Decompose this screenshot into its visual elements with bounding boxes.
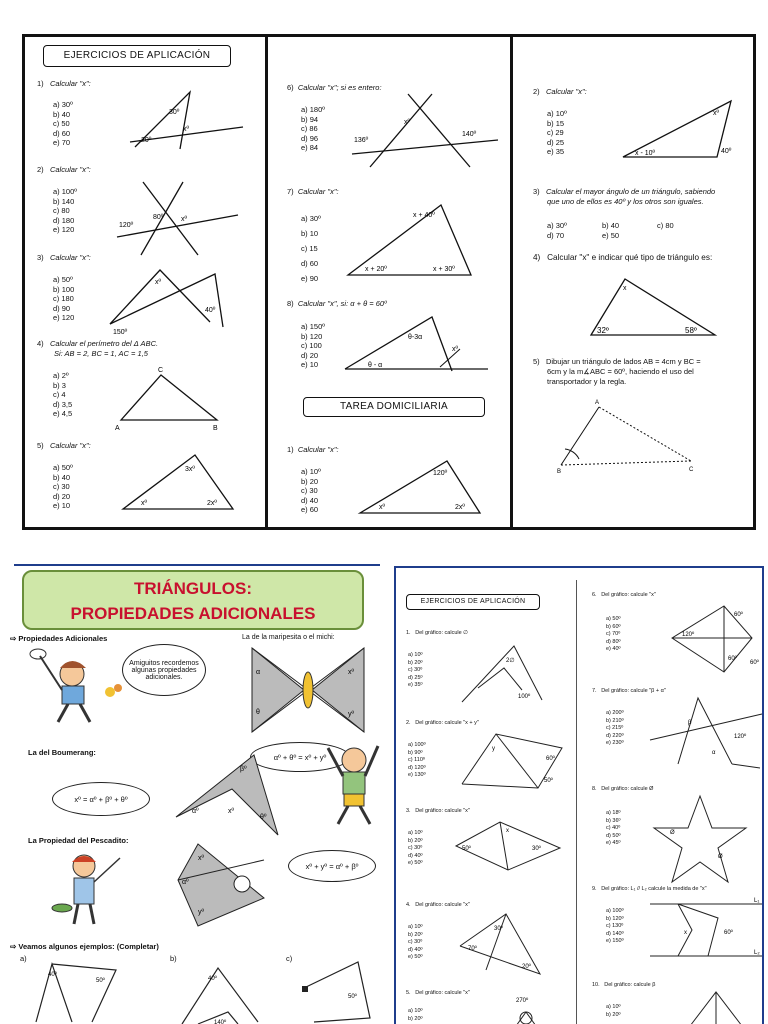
svg-text:θ: θ — [256, 709, 260, 716]
svg-text:3xº: 3xº — [185, 466, 195, 473]
br-question-9: 9. Del gráfico: L₁ // L₂ calcule la medida de "x" — [592, 886, 707, 892]
svg-text:30º: 30º — [494, 926, 503, 932]
butterfly-formula: αº + θº = xº + yº — [250, 742, 350, 772]
svg-text:20º: 20º — [522, 964, 531, 970]
example-a-label: a) — [20, 954, 27, 963]
figure-homework-1 — [355, 455, 495, 520]
svg-text:α: α — [256, 669, 261, 676]
svg-text:50º: 50º — [348, 994, 357, 1000]
svg-text:xº: xº — [404, 119, 411, 126]
question-7: 7) Calcular "x": — [287, 187, 339, 196]
svg-text:xº: xº — [181, 216, 188, 223]
br-figure-5 — [496, 994, 556, 1024]
column-divider — [510, 37, 513, 527]
svg-text:θ-3α: θ-3α — [408, 334, 423, 341]
homework-question-2: 2) Calcular "x": — [533, 87, 587, 96]
svg-text:2xº: 2xº — [207, 500, 217, 507]
svg-text:y: y — [492, 746, 495, 752]
svg-text:150º: 150º — [113, 329, 128, 336]
example-a-figure — [32, 960, 122, 1024]
br-options-7: a) 200º b) 210º c) 215º d) 220º e) 230º — [606, 710, 624, 747]
br-question-1: 1. Del gráfico: calcule ∅ — [406, 630, 468, 636]
svg-text:θº: θº — [260, 814, 267, 821]
br-options-3: a) 10º b) 20º c) 30º d) 40º e) 50º — [408, 830, 423, 867]
poster-top-line — [14, 564, 380, 566]
butterfly-figure — [248, 644, 368, 734]
svg-text:120º: 120º — [433, 470, 448, 477]
boomerang-property-title: La del Boumerang: — [28, 748, 96, 757]
homework-question-4: 4) Calcular "x" e indicar qué tipo de triángulo es: — [533, 253, 713, 262]
svg-text:A: A — [595, 400, 600, 406]
svg-text:αº: αº — [192, 808, 199, 815]
svg-text:50º: 50º — [544, 778, 553, 784]
svg-text:60º: 60º — [734, 612, 743, 618]
speech-cloud: Amiguitos recordemos algunas propiedades adicionales. — [122, 644, 206, 696]
svg-text:60º: 60º — [728, 656, 737, 662]
svg-text:270º: 270º — [516, 998, 529, 1004]
svg-text:xº: xº — [141, 500, 148, 507]
figure-homework-4 — [585, 273, 735, 343]
svg-text:70º: 70º — [468, 946, 477, 952]
svg-text:xº: xº — [228, 808, 235, 815]
options-5: a) 50º b) 40 c) 30 d) 20 e) 10 — [53, 463, 73, 511]
column-divider — [265, 37, 268, 527]
examples-title: ⇨ Veamos algunos ejemplos: (Completar) — [10, 942, 159, 951]
br-figure-3 — [452, 818, 564, 874]
homework-options-3: a) 30º b) 40 c) 80 d) 70 e) 50 — [547, 221, 674, 240]
question-6: 6) Calcular "x"; si es entero: — [287, 83, 382, 92]
svg-text:120º: 120º — [682, 632, 695, 638]
svg-text:L₁: L₁ — [754, 898, 760, 904]
br-options-6: a) 50º b) 60º c) 70º d) 80º e) 40º — [606, 616, 621, 653]
figure-q5 — [115, 447, 245, 517]
br-figure-6 — [668, 602, 764, 676]
svg-text:Ø: Ø — [718, 854, 723, 860]
svg-text:50º: 50º — [462, 846, 471, 852]
svg-text:xº: xº — [379, 504, 386, 511]
fish-property-title: La Propiedad del Pescadito: — [28, 836, 129, 845]
svg-text:yº: yº — [198, 909, 205, 916]
figure-homework-5 — [551, 399, 701, 474]
boomerang-formula: xº = αº + βº + θº — [52, 782, 150, 816]
svg-text:30º: 30º — [169, 109, 180, 116]
homework-question-1: 1) Calcular "x": — [287, 445, 339, 454]
svg-text:x: x — [623, 285, 627, 292]
svg-text:20º: 20º — [141, 137, 152, 144]
svg-text:B: B — [213, 425, 218, 432]
butterfly-property-title: La de la maripesita o el michi: — [242, 634, 335, 641]
svg-text:A: A — [115, 425, 120, 432]
svg-text:120º: 120º — [119, 222, 134, 229]
question-8: 8) Calcular "x", si: α + θ = 60º — [287, 299, 387, 308]
question-1: 1) Calcular "x": — [37, 79, 91, 88]
br-question-4: 4. Del gráfico: calcule "x" — [406, 902, 470, 908]
question-5: 5) Calcular "x": — [37, 441, 91, 450]
svg-text:140º: 140º — [214, 1020, 227, 1024]
svg-text:β: β — [688, 720, 692, 726]
figure-q1 — [125, 87, 245, 157]
homework-question-5: 5) Dibujar un triángulo de lados AB = 4cm y BC = 6cm y la m∡ABC = 60º, haciendo el uso del transportador y la regla. — [533, 357, 701, 386]
svg-text:140º: 140º — [462, 131, 477, 138]
svg-text:x: x — [684, 930, 687, 936]
properties-poster — [10, 562, 384, 1024]
svg-text:xº: xº — [183, 126, 190, 133]
options-3: a) 50º b) 100 c) 180 d) 90 e) 120 — [53, 275, 75, 323]
svg-text:x - 10º: x - 10º — [635, 150, 656, 157]
br-figure-7 — [648, 694, 764, 770]
svg-text:L₂: L₂ — [754, 950, 760, 956]
br-figure-10 — [686, 990, 746, 1024]
svg-text:60º: 60º — [724, 930, 733, 936]
br-figure-1 — [458, 638, 558, 708]
fish-figure — [168, 840, 278, 930]
svg-text:50º: 50º — [96, 978, 105, 984]
svg-text:32º: 32º — [597, 326, 609, 335]
svg-text:100º: 100º — [518, 694, 531, 700]
poster-title: TRIÁNGULOS: PROPIEDADES ADICIONALES — [22, 570, 364, 630]
br-options-8: a) 18º b) 36º c) 40º d) 50º e) 45º — [606, 810, 621, 847]
svg-text:136º: 136º — [354, 137, 369, 144]
example-c-label: c) — [286, 954, 293, 963]
example-c-figure — [300, 958, 380, 1024]
svg-text:C: C — [689, 467, 694, 473]
br-question-7: 7. Del gráfico: calcule "β + α" — [592, 688, 666, 694]
br-figure-2 — [458, 728, 568, 798]
br-figure-8-star — [650, 794, 750, 886]
homework-question-3: 3) Calcular el mayor ángulo de un triángulo, sabiendo que uno de ellos es 40º y los otros son iguales. — [533, 187, 716, 206]
figure-q3 — [105, 262, 235, 337]
svg-text:2∅: 2∅ — [506, 658, 515, 664]
kid-with-net-illustration — [30, 648, 130, 728]
br-options-10: a) 10º b) 20º — [606, 1004, 621, 1018]
svg-text:α: α — [712, 750, 716, 756]
br-question-8: 8. Del gráfico: calcule Ø — [592, 786, 654, 792]
br-options-1: a) 10º b) 20º c) 30º d) 25º e) 35º — [408, 652, 423, 689]
svg-text:120º: 120º — [734, 734, 747, 740]
figure-q2 — [113, 177, 243, 257]
svg-text:40º: 40º — [205, 307, 216, 314]
svg-text:xº: xº — [452, 346, 459, 353]
fish-formula: xº + yº = αº + βº — [288, 850, 376, 882]
worksheet-bottom-right — [394, 566, 764, 1024]
br-question-5: 5. Del gráfico: calcule "x" — [406, 990, 470, 996]
svg-text:58º: 58º — [685, 326, 697, 335]
section-header: EJERCICIOS DE APLICACIÓN — [43, 45, 231, 67]
figure-q4 — [113, 365, 233, 435]
jumping-kid-illustration — [318, 730, 388, 830]
svg-text:30º: 30º — [532, 846, 541, 852]
br-question-10: 10. Del gráfico: calcule β — [592, 982, 656, 988]
svg-text:2xº: 2xº — [455, 504, 465, 511]
svg-text:x + 40º: x + 40º — [413, 212, 435, 219]
svg-text:C: C — [158, 367, 164, 374]
example-b-figure — [178, 962, 268, 1024]
svg-text:40º: 40º — [48, 972, 57, 978]
question-4: 4) Calcular el perímetro del Δ ABC. Si: AB = 2, BC = 1, AC = 1,5 — [37, 339, 159, 358]
svg-text:yº: yº — [348, 711, 355, 718]
fisher-kid-illustration — [48, 848, 128, 928]
svg-text:x: x — [506, 828, 509, 834]
worksheet-top — [22, 34, 756, 530]
homework-options-1: a) 10º b) 20 c) 30 d) 40 e) 60 — [301, 467, 321, 515]
svg-text:xº: xº — [348, 669, 355, 676]
br-question-2: 2. Del gráfico: calcule "x + y" — [406, 720, 479, 726]
svg-text:xº: xº — [198, 855, 205, 862]
figure-q7 — [343, 197, 493, 282]
homework-header: TAREA DOMICILIARIA — [303, 397, 485, 417]
svg-text:x + 30º: x + 30º — [433, 266, 455, 273]
br-options-9: a) 100º b) 120º c) 130º d) 140º e) 150º — [606, 908, 624, 945]
options-4: a) 2º b) 3 c) 4 d) 3,5 e) 4,5 — [53, 371, 73, 419]
section-additional-properties: ⇨ Propiedades Adicionales — [10, 634, 108, 643]
question-2: 2) Calcular "x": — [37, 165, 91, 174]
br-options-5: a) 10º b) 20º — [408, 1008, 423, 1022]
svg-text:60º: 60º — [750, 660, 759, 666]
svg-text:80º: 80º — [153, 214, 164, 221]
section-header: EJERCICIOS DE APLICACIÓN — [406, 594, 540, 610]
svg-text:xº: xº — [155, 279, 162, 286]
column-divider — [576, 580, 577, 1024]
homework-options-2: a) 10º b) 15 c) 29 d) 25 e) 35 — [547, 109, 567, 157]
svg-text:αº: αº — [182, 879, 189, 886]
br-question-6: 6. Del gráfico: calcule "x" — [592, 592, 656, 598]
svg-text:40º: 40º — [721, 148, 732, 155]
br-figure-9 — [648, 898, 764, 962]
br-figure-4 — [456, 910, 556, 980]
example-b-label: b) — [170, 954, 177, 963]
options-2: a) 100º b) 140 c) 80 d) 180 e) 120 — [53, 187, 78, 235]
options-6: a) 180º b) 94 c) 86 d) 96 e) 84 — [301, 105, 326, 153]
svg-text:40º: 40º — [208, 976, 217, 982]
svg-text:Ø: Ø — [670, 830, 675, 836]
question-3: 3) Calcular "x": — [37, 253, 91, 262]
figure-q8 — [340, 309, 490, 379]
svg-text:θ - α: θ - α — [368, 362, 383, 369]
options-7: a) 30º b) 10 c) 15 d) 60 e) 90 — [301, 214, 321, 283]
options-8: a) 150º b) 120 c) 100 d) 20 e) 10 — [301, 322, 326, 370]
svg-text:60º: 60º — [546, 756, 555, 762]
figure-q6 — [350, 92, 500, 172]
svg-text:x + 20º: x + 20º — [365, 266, 387, 273]
boomerang-figure — [170, 747, 280, 837]
svg-text:xº: xº — [713, 110, 720, 117]
svg-text:βº: βº — [240, 766, 247, 773]
br-question-3: 3. Del gráfico: calcule "x" — [406, 808, 470, 814]
br-options-2: a) 100º b) 90º c) 110º d) 120º e) 130º — [408, 742, 426, 779]
br-options-4: a) 10º b) 20º c) 30º d) 40º e) 50º — [408, 924, 423, 961]
svg-text:B: B — [557, 469, 562, 475]
figure-homework-2 — [613, 95, 753, 165]
options-1: a) 30º b) 40 c) 50 d) 60 e) 70 — [53, 100, 73, 148]
